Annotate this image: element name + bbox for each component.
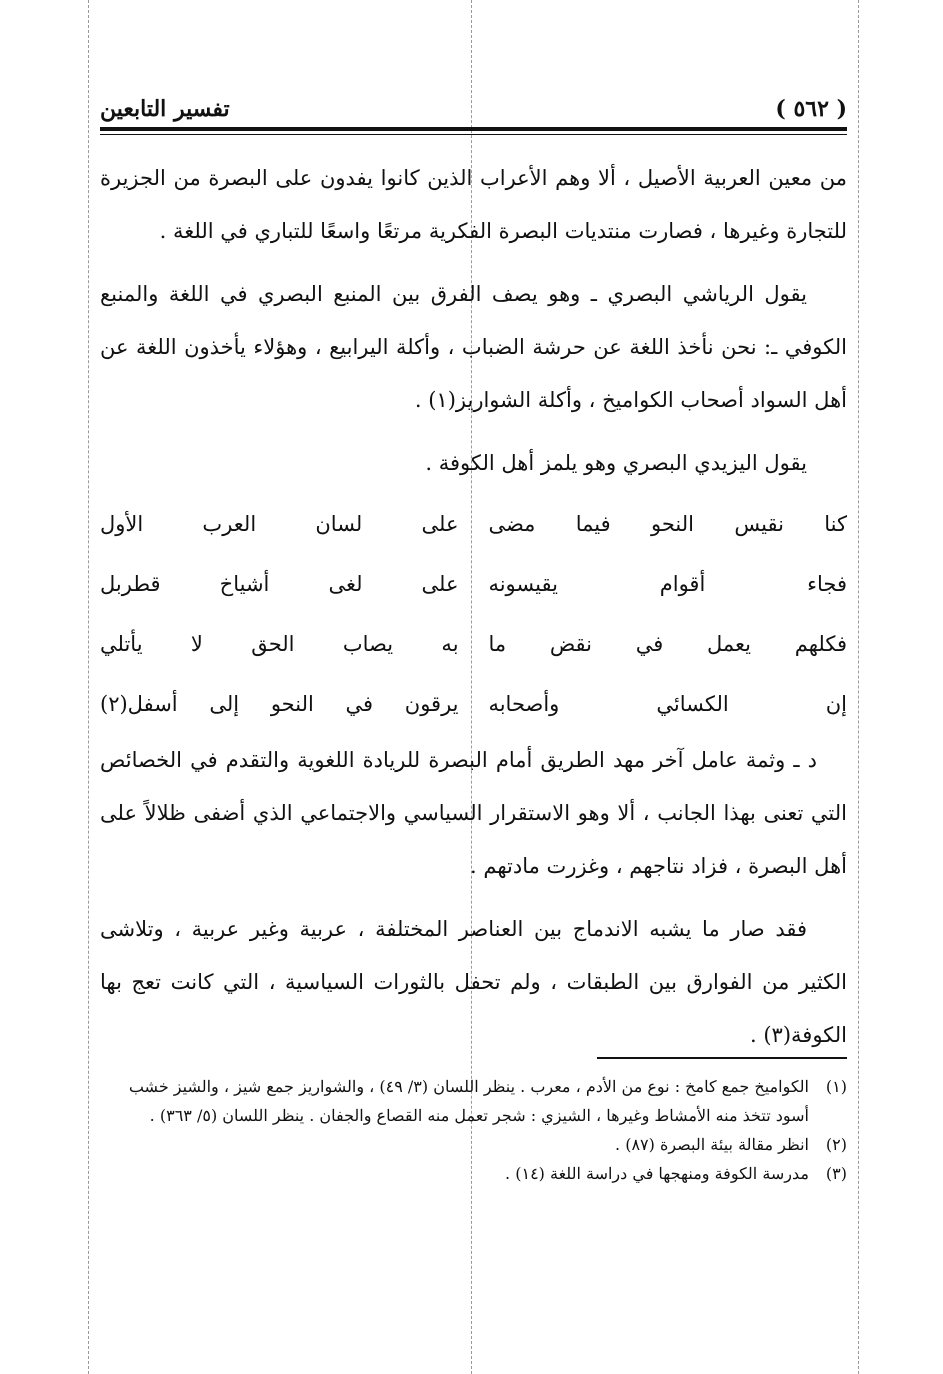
footnote-text: الكواميخ جمع كامخ : نوع من الأدم ، معرب . ينظر اللسان (٣/ ٤٩) ، والشواريز جمع شيز ، والشيز خشب أسود تتخذ منه الأمشاط وغيرها ، الشيزي : شجر تعمل منه القصاع والجفان . ينظر اللسان (٥/ ٣٦٣) . [128, 1077, 809, 1125]
book-title: تفسير التابعين [100, 96, 230, 122]
verse-second-hemistich: على لسان العرب الأول [100, 512, 459, 536]
footnote-3 [100, 1159, 847, 1188]
page-header [100, 90, 847, 122]
verse-row [100, 494, 847, 554]
footnote-2 [100, 1130, 847, 1159]
footnote-number: (٢) [825, 1135, 847, 1154]
page-body [100, 152, 847, 1062]
verse-row [100, 614, 847, 674]
verse-first-hemistich: إن الكسائي وأصحابه [488, 692, 847, 716]
paragraph-4: د ـ وثمة عامل آخر مهد الطريق أمام البصرة للريادة اللغوية والتقدم في الخصائص التي تعنى بهذا الجانب ، ألا وهو الاستقرار السياسي والاجتماعي الذي أضفى ظلالاً على أهل البصرة ، فزاد نتاجهم ، وغزرت مادتهم . [100, 748, 847, 878]
verse-first-hemistich: فجاء أقوام يقيسونه [488, 572, 847, 596]
page-number: ( ٥٦٢ ) [775, 96, 847, 122]
paragraph-2: يقول الرياشي البصري ـ وهو يصف الفرق بين المنبع البصري في اللغة والمنبع الكوفي ـ: نحن نأخذ اللغة عن حرشة الضباب ، وأكلة اليرابيع ، وهؤلاء يأخذون اللغة عن أهل السواد أصحاب الكواميخ ، وأكلة الشواريز(١) . [100, 282, 847, 412]
footnote-1 [100, 1072, 847, 1130]
verse-first-hemistich: كنا نقيس النحو فيما مضى [488, 512, 847, 536]
header-rule-thick [100, 127, 847, 131]
footnote-separator [597, 1057, 847, 1059]
paragraph-3: يقول اليزيدي البصري وهو يلمز أهل الكوفة . [425, 451, 807, 475]
header-rule-thin [100, 134, 847, 135]
verse-second-hemistich: على لغى أشياخ قطربل [100, 572, 459, 596]
poem [100, 494, 847, 734]
footnote-number: (٣) [825, 1164, 847, 1183]
verse-second-hemistich: يرقون في النحو إلى أسفل(٢) [100, 692, 459, 716]
paragraph-5: فقد صار ما يشبه الاندماج بين العناصر المختلفة ، عربية وغير عربية ، وتلاشى الكثير من الفوارق بين الطبقات ، ولم تحفل بالثورات السياسية ، التي كانت تعج بها الكوفة(٣) . [100, 917, 847, 1047]
verse-second-hemistich: به يصاب الحق لا يأتلي [100, 632, 459, 656]
verse-row [100, 674, 847, 734]
footnote-text: انظر مقالة بيئة البصرة (٨٧) . [615, 1135, 809, 1154]
verse-first-hemistich: فكلهم يعمل في نقض ما [488, 632, 847, 656]
scan-guide-line-right [858, 0, 859, 1374]
verse-row [100, 554, 847, 614]
paragraph-1: من معين العربية الأصيل ، ألا وهم الأعراب الذين كانوا يفدون على البصرة من الجزيرة للتجارة وغيرها ، فصارت منتديات البصرة الفكرية مرتعًا واسعًا للتباري في اللغة . [100, 166, 847, 243]
scan-guide-line-left [88, 0, 89, 1374]
footnotes [100, 1072, 847, 1188]
footnote-text: مدرسة الكوفة ومنهجها في دراسة اللغة (١٤) . [505, 1164, 809, 1183]
footnote-number: (١) [825, 1077, 847, 1096]
